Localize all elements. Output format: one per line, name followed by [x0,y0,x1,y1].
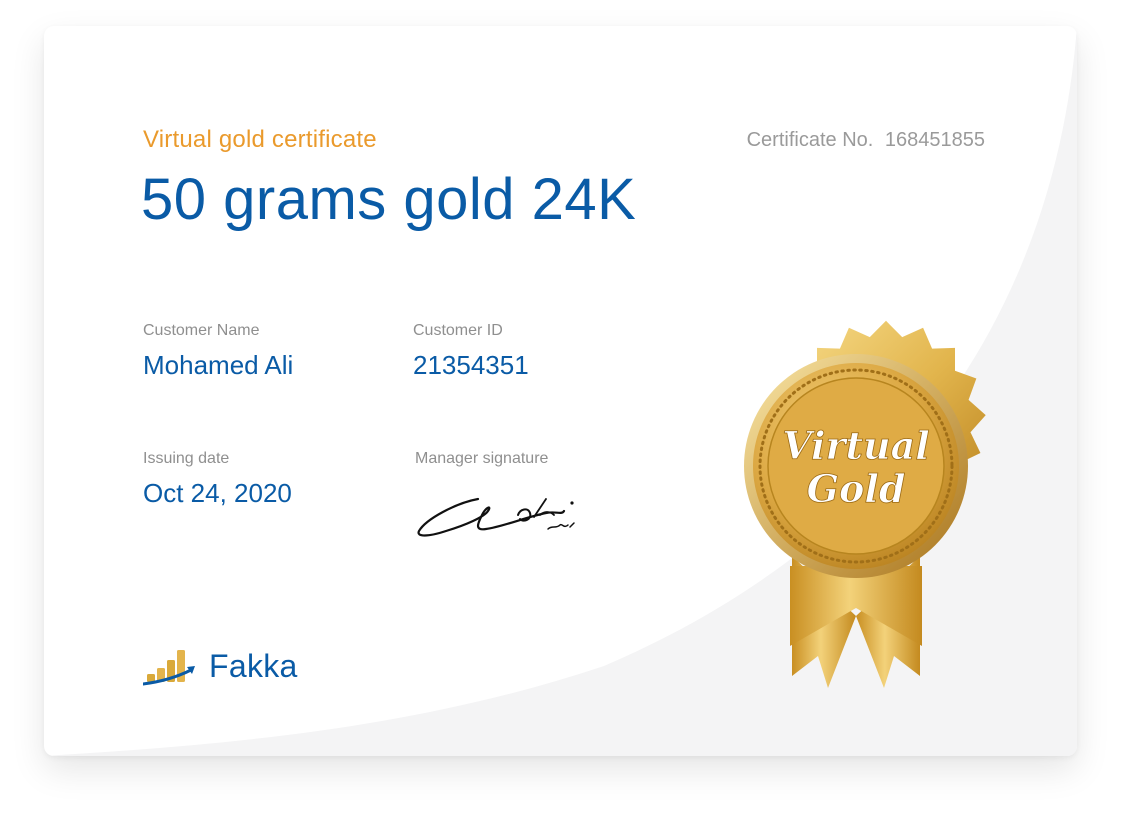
manager-signature-image [416,471,586,541]
brand-name: Fakka [209,647,298,684]
certificate-subtitle: Virtual gold certificate [143,126,377,153]
manager-signature-label: Manager signature [415,450,549,467]
certificate-number-value: 168451855 [884,129,985,151]
manager-signature-field [415,450,548,468]
coin-stack-growth-icon [143,646,199,686]
customer-id-field [413,322,529,381]
seal-text-line1: Virtual [782,423,930,468]
issuing-date-value: Oct 24, 2020 [143,478,292,508]
certificate-number [747,129,985,152]
issuing-date-field [143,450,292,509]
customer-name-field [143,322,293,381]
customer-name-label: Customer Name [143,322,260,339]
brand-logo [143,646,298,686]
certificate-title: 50 grams gold 24K [141,167,637,232]
seal-text-line2: Gold [806,466,906,511]
certificate-number-label: Certificate No. [746,129,874,151]
customer-id-value: 21354351 [413,350,529,380]
certificate-card [44,26,1077,756]
virtual-gold-seal [706,316,1006,696]
customer-name-value: Mohamed Ali [143,350,294,380]
customer-id-label: Customer ID [413,322,503,339]
issuing-date-label: Issuing date [143,450,230,467]
